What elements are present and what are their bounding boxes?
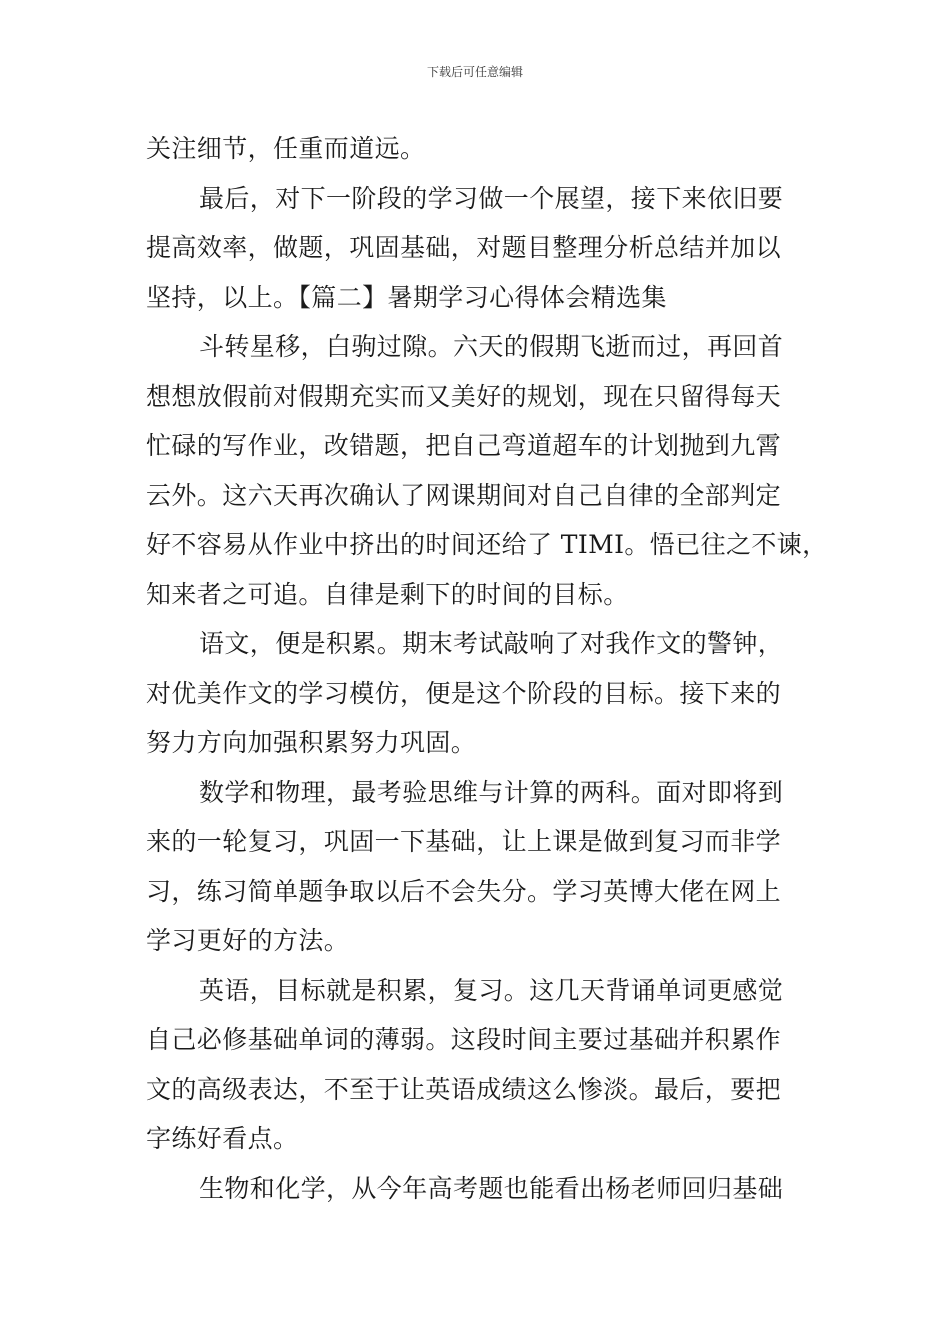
text-line: 忙碌的写作业，改错题，把自己弯道超车的计划抛到九霄 [146,431,782,460]
text-line: 字练好看点。 [146,1124,299,1153]
text-line: 最后，对下一阶段的学习做一个展望，接下来依旧要 [199,183,784,213]
text-line: 努力方向加强积累努力巩固。 [146,728,477,757]
text-line: 学习更好的方法。 [146,926,350,955]
text-line: 来的一轮复习，巩固一下基础，让上课是做到复习而非学 [146,827,782,856]
text-line: 习，练习简单题争取以后不会失分。学习英博大佬在网上 [146,876,782,906]
text-line: 斗转星移，白驹过隙。六天的假期飞逝而过，再回首 [199,332,784,361]
text-line: 想想放假前对假期充实而又美好的规划，现在只留得每天 [146,381,782,411]
text-line: 数学和物理，最考验思维与计算的两科。面对即将到 [199,777,784,807]
text-line: 知来者之可追。自律是剩下的时间的目标。 [146,579,629,609]
text-line: 坚持，以上。【篇二】暑期学习心得体会精选集 [146,282,667,312]
text-line: 自己必修基础单词的薄弱。这段时间主要过基础并积累作 [146,1025,782,1054]
text-line: 提高效率，做题，巩固基础，对题目整理分析总结并加以 [146,233,782,262]
text-line: 生物和化学，从今年高考题也能看出杨老师回归基础 [199,1173,784,1203]
document-body [146,124,828,1213]
text-line: 语文，便是积累。期末考试敲响了对我作文的警钟， [199,629,784,658]
text-line: 关注细节，任重而道远。 [146,134,426,163]
text-line: 好不容易从作业中挤出的时间还给了 TIMI。悟已往之不谏， [146,530,828,559]
text-line: 文的高级表达，不至于让英语成绩这么惨淡。最后，要把 [146,1074,782,1104]
text-line: 对优美作文的学习模仿，便是这个阶段的目标。接下来的 [146,678,782,708]
text-line: 云外。这六天再次确认了网课期间对自己自律的全部判定 [146,480,782,510]
text-line: 英语，目标就是积累，复习。这几天背诵单词更感觉 [199,975,784,1005]
page-header: 下载后可任意编辑 [426,65,523,79]
